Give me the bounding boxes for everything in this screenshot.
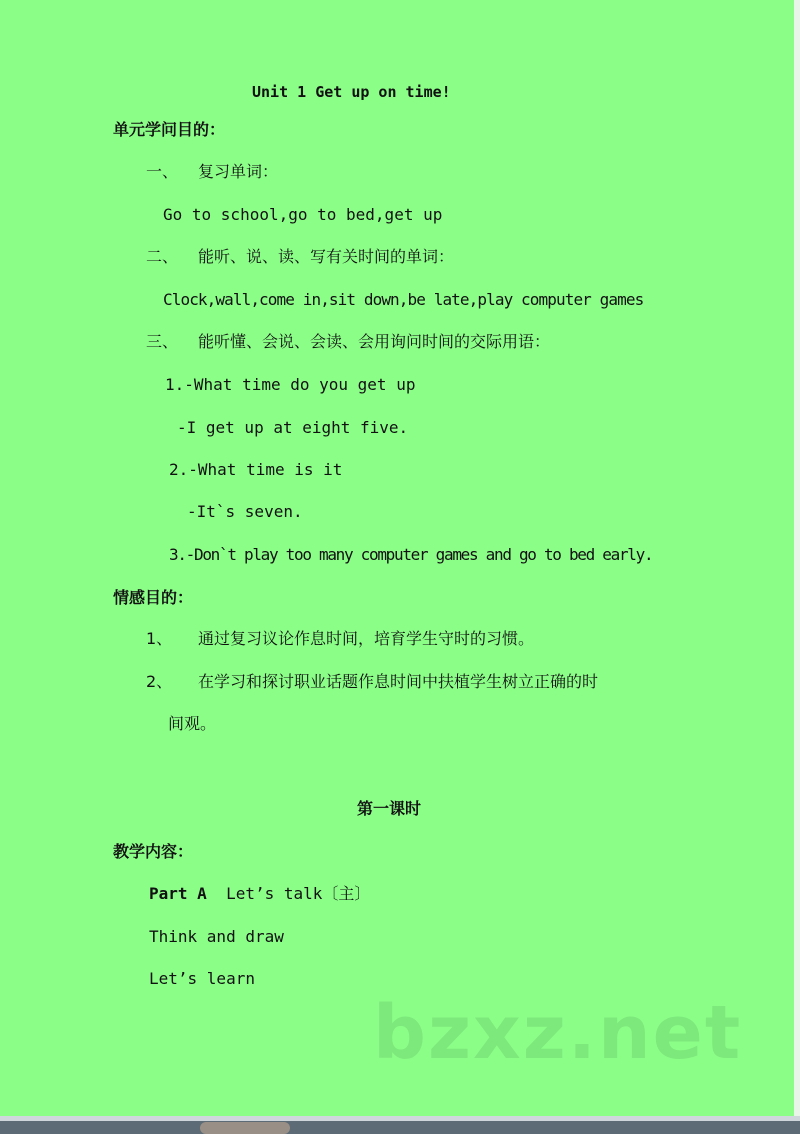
- goal-1-words: Go to school,go to bed,get up: [163, 205, 443, 224]
- emotion-2: [146, 672, 598, 692]
- lesson-title: 第一课时: [357, 799, 422, 818]
- emotion-2-number: 2、: [146, 672, 173, 691]
- goal-1-text: 复习单词：: [198, 162, 279, 181]
- dialogue-line: -It`s seven.: [187, 502, 303, 521]
- bottom-image-strip: [0, 1116, 800, 1134]
- part-a-label: Part A: [149, 884, 207, 903]
- goal-2-number: 二、: [146, 247, 179, 266]
- page-bottom-edge: [0, 1116, 800, 1121]
- content-item: Think and draw: [149, 927, 284, 946]
- content-item: Let’s learn: [149, 969, 255, 988]
- goal-2-words: Clock,wall,come in,sit down,be late,play computer games: [163, 290, 644, 309]
- content-heading: 教学内容：: [113, 842, 194, 861]
- goal-1-number: 一、: [146, 162, 179, 181]
- emotion-1-text: 通过复习议论作息时间，培育学生守时的习惯。: [198, 629, 535, 648]
- unit-title: Unit 1 Get up on time!: [252, 83, 451, 101]
- photo-fragment: [200, 1122, 290, 1134]
- site-watermark: bzxz.net: [373, 990, 743, 1076]
- emotion-1: [146, 629, 534, 649]
- dialogue-line: 3.-Don`t play too many computer games and go to bed early.: [169, 545, 653, 564]
- dialogue-line: -I get up at eight five.: [177, 418, 409, 437]
- content-item-part-a: [149, 884, 370, 904]
- unit-goals-heading: 单元学问目的：: [113, 120, 226, 139]
- emotion-2-continuation: 间观。: [168, 714, 217, 733]
- goal-3-text: 能听懂、会说、会读、会用询问时间的交际用语：: [198, 332, 551, 351]
- emotion-1-number: 1、: [146, 629, 173, 648]
- goal-2-text: 能听、说、读、写有关时间的单词：: [198, 247, 455, 266]
- goal-3-number: 三、: [146, 332, 179, 351]
- page-right-edge: [794, 0, 800, 1134]
- emotion-heading: 情感目的：: [113, 588, 194, 607]
- part-a-text: Let’s talk〔主〕: [226, 884, 371, 903]
- goal-3: [146, 332, 550, 352]
- goal-2: [146, 247, 454, 267]
- dialogue-line: 2.-What time is it: [169, 460, 343, 479]
- emotion-2-text: 在学习和探讨职业话题作息时间中扶植学生树立正确的时: [198, 672, 599, 691]
- dialogue-line: 1.-What time do you get up: [165, 375, 416, 394]
- goal-1: [146, 162, 278, 182]
